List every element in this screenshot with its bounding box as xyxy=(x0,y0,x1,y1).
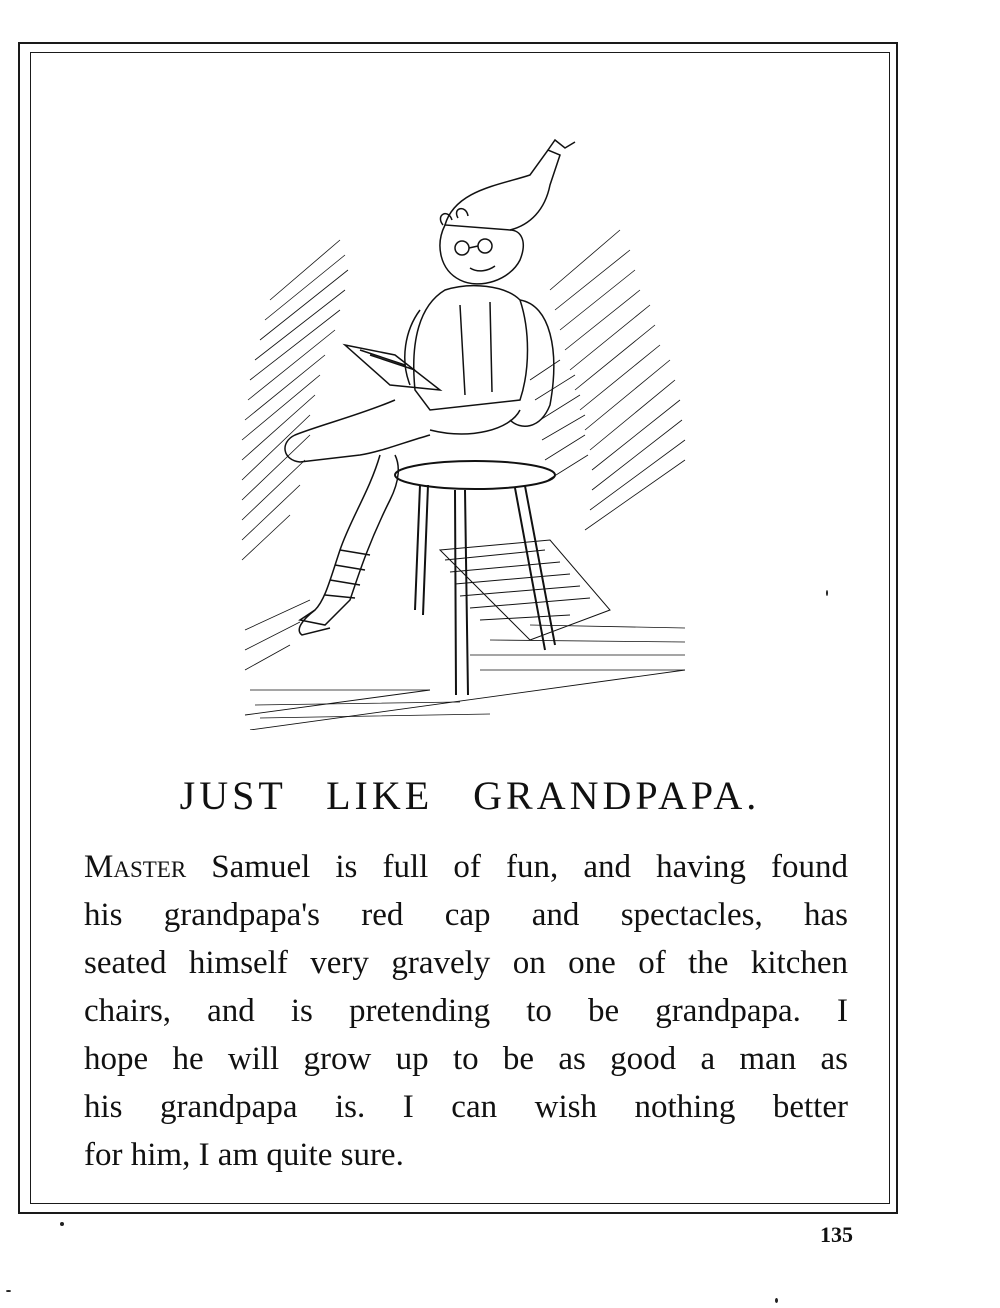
paragraph-line-2: his grandpapa's red cap and spectacles, has xyxy=(84,897,848,933)
story-paragraph xyxy=(84,843,848,1179)
page-title: JUST LIKE GRANDPAPA. xyxy=(179,773,761,818)
ink-speck xyxy=(60,1222,64,1226)
ink-speck xyxy=(775,1298,778,1303)
lead-smallcaps: aster xyxy=(113,849,187,885)
floor-boards xyxy=(245,670,685,730)
boy-figure xyxy=(285,140,575,635)
page-number: 135 xyxy=(820,1222,853,1247)
boy-reading-illustration xyxy=(230,130,700,730)
paragraph-line-3: seated himself very gravely on one of the kitchen xyxy=(84,945,848,981)
line-1-text: Samuel is full of fun, and having found xyxy=(186,849,848,885)
paragraph-line-4: chairs, and is pretending to be grandpapa. I xyxy=(84,993,848,1029)
paragraph-line-6: his grandpapa is. I can wish nothing better xyxy=(84,1089,848,1125)
paragraph-line-7: for him, I am quite sure. xyxy=(84,1137,404,1173)
background-hatching xyxy=(242,230,685,718)
paragraph-line-1 xyxy=(84,843,848,891)
ink-speck xyxy=(6,1290,11,1292)
stool xyxy=(395,461,555,695)
ink-speck xyxy=(826,590,828,596)
paragraph-line-5: hope he will grow up to be as good a man as xyxy=(84,1041,848,1077)
drop-capital: M xyxy=(84,849,114,885)
